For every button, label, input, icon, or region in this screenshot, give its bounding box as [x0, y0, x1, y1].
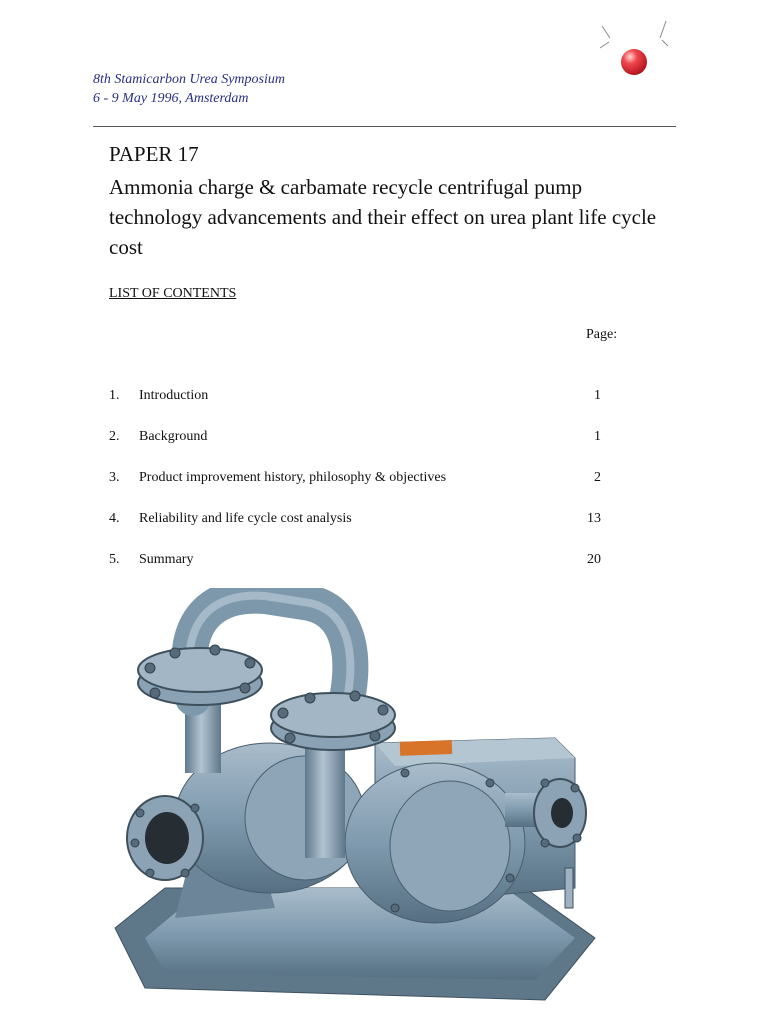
contents-heading: LIST OF CONTENTS: [109, 286, 237, 301]
toc-page: 1: [594, 429, 601, 444]
toc-page: 13: [587, 511, 601, 526]
toc-number: 5.: [109, 552, 120, 567]
toc-page: 1: [594, 388, 601, 403]
toc-number: 4.: [109, 511, 120, 526]
toc-number: 1.: [109, 388, 120, 403]
toc-row: [109, 511, 609, 552]
toc-row: [109, 388, 609, 429]
stamicarbon-logo: [596, 18, 676, 82]
header-divider: [93, 126, 676, 127]
symposium-header: [93, 70, 285, 108]
paper-title: Ammonia charge & carbamate recycle centrifugal pump technology advancements and their effect on urea plant life cycle cost: [109, 175, 657, 259]
toc-title: Summary: [139, 552, 194, 567]
table-of-contents: [109, 388, 609, 593]
toc-number: 3.: [109, 470, 120, 485]
toc-row: [109, 429, 609, 470]
paper-number: PAPER 17: [109, 142, 199, 166]
toc-title: Background: [139, 429, 208, 444]
toc-title: Introduction: [139, 388, 209, 403]
symposium-date-place: 6 - 9 May 1996, Amsterdam: [93, 91, 249, 106]
toc-page: 20: [587, 552, 601, 567]
centrifugal-pump-image: [105, 588, 605, 1008]
symposium-name: 8th Stamicarbon Urea Symposium: [93, 72, 285, 87]
toc-title: Reliability and life cycle cost analysis: [139, 511, 352, 526]
toc-page: 2: [594, 470, 601, 485]
page-column-label: Page:: [586, 327, 618, 342]
toc-number: 2.: [109, 429, 120, 444]
toc-row: [109, 470, 609, 511]
toc-row: [109, 552, 609, 593]
toc-title: Product improvement history, philosophy & objectives: [139, 470, 447, 485]
